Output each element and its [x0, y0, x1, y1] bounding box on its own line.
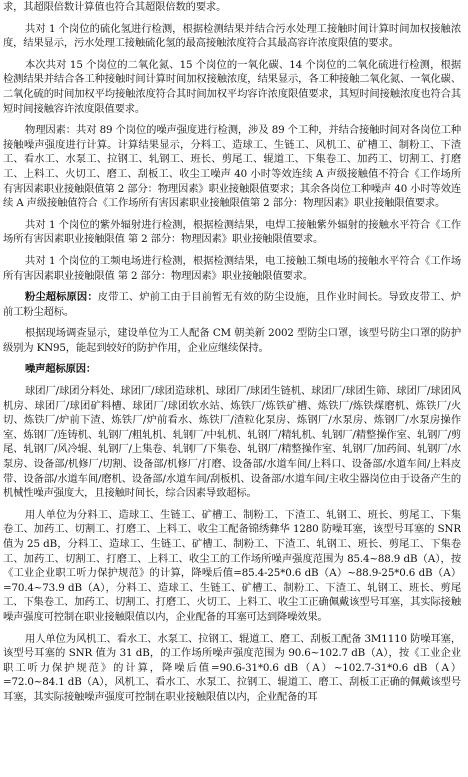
dust-text: 皮带工、炉前工由于目前暂无有效的防尘设施，且作业时间长。导致皮带工、炉前工粉尘超标。	[3, 291, 462, 318]
page-right-edge	[461, 0, 468, 777]
paragraph-dust-cause	[3, 290, 461, 319]
paragraph-noise-physical: 物理因素：共对 89 个岗位的噪声强度进行检测，涉及 89 个工种，并结合接触时间对各岗位工种接触噪声强度进行计算。计算结果显示，分料工、造球工、生链工、风机工、矿槽工、制粉工、下渣工、看水工、水泵工、拉钢工、轧钢工、班长、剪尾工、辊道工、下集卷工、加药工、切割工、打磨工、上料工、火切工、磨工、刮板工、收尘工噪声 40 小时等效连续 A 声级接触值不符合《工作场所有害因素职业接触限值第 2 部分：物理因素》职业接触限值要求；其余各岗位工种噪声 40 小时等效连续 A 声级接触值符合《工作场所有害因素职业接触限值第 2 部分：物理因素》职业接触限值要求。	[3, 124, 461, 210]
paragraph-noise-cause: 球团厂/球团分料处、球团厂/球团造球机、球团厂/球团生链机、球团厂/球团生筛、球团厂/球团风机房、球团厂/球团矿料槽、球团厂/球团软水站、炼铁厂/炼铁矿槽、炼铁厂/炼铁煤磨机、炼铁厂/火切、炼铁厂/炉前下渣、炼铁厂/炉前看水、炼铁厂/渣粒化泵房、炼钢厂/水泵房、炼钢厂/水泵房操作室、炼钢厂/连铸机、轧钢厂/粗轧机、轧钢厂/中轧机、轧钢厂/精轧机、轧钢厂/精整操作室、轧钢厂/剪尾、轧钢厂/风冷辊、轧钢厂/上集卷、轧钢厂/下集卷、轧钢厂/精整操作室、轧钢厂/加药间、轧钢厂/水泵房、设备部/机修厂/切割、设备部/机修厂/打磨、设备部/水道车间/上料口、设备部/水道车间/上料皮带、设备部/水道车间/磨机、设备部/水道车间/刮板机、设备部/水道车间/主收尘器岗位由于设备产生的机械性噪声强度大，且接触时间长，综合因素导致超标。	[3, 385, 461, 500]
report-page	[3, 0, 461, 705]
paragraph-earplug-1280: 用人单位为分料工、造球工、生链工、矿槽工、制粉工、下渣工、轧钢工、班长、剪尾工、下集卷工、加药工、切割工、打磨工、上料工、收尘工配备锦绣彝华 1280 防噪耳塞，该型号耳塞的 SNR 值为 25 dB，分料工、造球工、生链工、矿槽工、制粉工、下渣工、轧钢工、班长、剪尾工、下集卷工、加药工、切割工、打磨工、上料工、收尘工的工作场所噪声强度范围为 85.4~88.9 dB（A），按《工业企业职工听力保护规范》的计算，降噪后值=85.4-25*0.6 dB（A）~88.9-25*0.6 dB（A）=70.4~73.9 dB（A），分料工、造球工、生链工、矿槽工、制粉工、下渣工、轧钢工、班长、剪尾工、下集卷工、加药工、切割工、打磨工、火切工、上料工、收尘工正确佩戴该型号耳塞，其实际接触噪声强度可控制在职业接触限值以内，企业配备的耳塞可达到降噪效果。	[3, 508, 461, 623]
paragraph-ultraviolet: 共对 1 个岗位的紫外辐射进行检测，根据检测结果，电焊工接触紫外辐射的接触水平符合《工作场所有害因素职业接触限值 第 2 部分：物理因素》职业接触限值要求。	[3, 218, 461, 246]
paragraph-nitrogen-dioxide: 本次共对 15 个岗位的二氧化氮、15 个岗位的一氧化碳、14 个岗位的二氧化硫进行检测，根据检测结果并结合各工种接触时间计算时间加权接触浓度，结果显示，各工种接触二氧化氮、一氧化碳、二氧化硫的时间加权平均接触浓度符合其时间加权平均容许浓度限值要求，其短时间接触浓度也符合其短时间接触容许浓度限值要求。	[3, 58, 461, 115]
paragraph-hydrogen-sulfide: 共对 1 个岗位的硫化氢进行检测，根据检测结果并结合污水处理工接触时间计算时间加权接触浓度，结果显示，污水处理工接触硫化氢的最高接触浓度符合其最高容许浓度限值的要求。	[3, 22, 461, 50]
dust-heading: 粉尘超标原因：	[25, 291, 98, 304]
paragraph-earplug-3m1110: 用人单位为风机工、看水工、水泵工、拉钢工、辊道工、磨工、刮板工配备 3M1110 防噪耳塞，该型号耳塞的 SNR 值为 31 dB，的工作场所噪声强度范围为 90.6~102.7 dB（A），按《工业企业职工听力保护规范》的计算，降噪后值=90.6-31*0.6 dB（A）~102.7-31*0.6 dB（A）=72.0~84.1 dB（A），风机工、看水工、水泵工、拉钢工、辊道工、磨工、刮板工正确的佩戴该型号耳塞，其实际接触噪声强度可控制在职业接触限值以内，企业配备的耳	[3, 632, 461, 703]
noise-heading: 噪声超标原因：	[25, 363, 97, 376]
paragraph-limit-multiple: 求，其超限倍数计算值也符合其超限倍数的要求。	[3, 1, 227, 13]
paragraph-power-frequency: 共对 1 个岗位的工频电场进行检测，根据检测结果，电工接触工频电场的接触水平符合《工作场所有害因素职业接触限值 第 2 部分：物理因素》职业接触限值要求。	[3, 254, 461, 282]
paragraph-dust-protection: 根据现场调查显示，建设单位为工人配备 CM 朝美新 2002 型防尘口罩，该型号防尘口罩的防护级别为 KN95，能起到较好的防护作用，企业应继续保持。	[3, 327, 461, 354]
